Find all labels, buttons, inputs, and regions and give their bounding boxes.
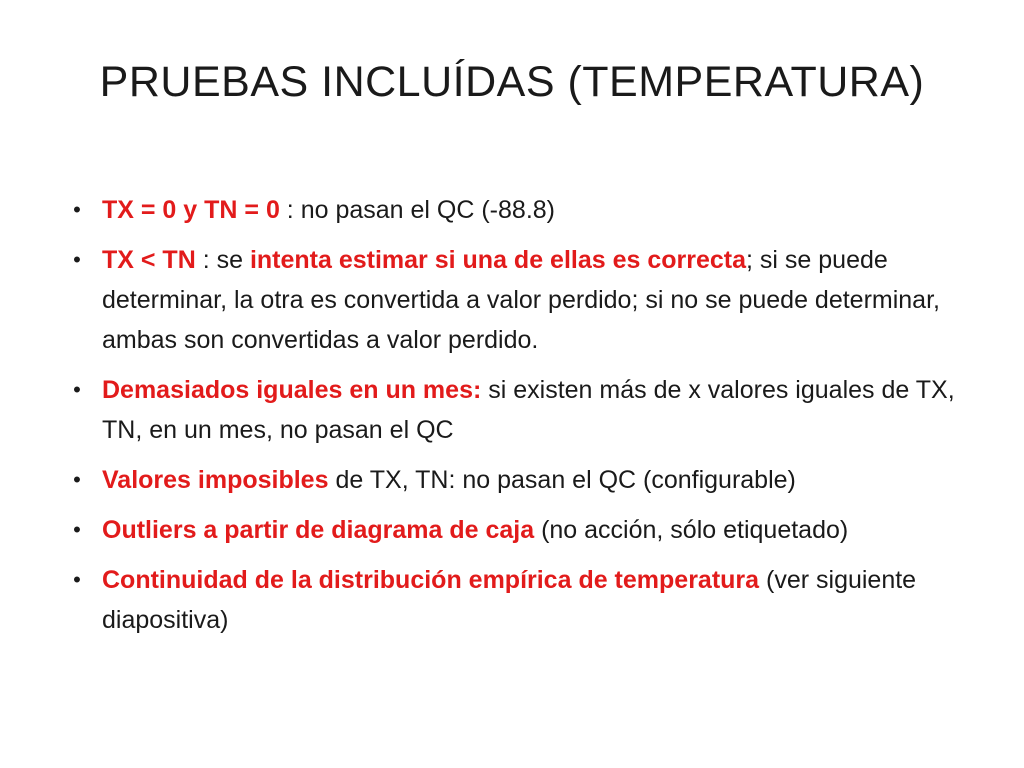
bullet-segment: Continuidad de la distribución empírica de temperatura	[102, 566, 760, 594]
bullet-segment: TX = 0 y TN = 0	[102, 196, 280, 224]
bullet-item	[70, 510, 970, 550]
bullet-segment: Outliers a partir de diagrama de caja	[102, 516, 535, 544]
bullet-segment: Demasiados iguales en un mes:	[102, 376, 482, 404]
bullet-item	[70, 190, 970, 230]
bullet-dot-icon: •	[73, 567, 81, 592]
bullet-segment: TX < TN	[102, 246, 196, 274]
bullet-dot-icon: •	[73, 197, 81, 222]
bullet-segment: : no pasan el QC (-88.8)	[279, 196, 555, 224]
slide-title: PRUEBAS INCLUÍDAS (TEMPERATURA)	[99, 58, 925, 106]
bullet-item	[70, 370, 970, 450]
bullet-segment: : se	[195, 246, 250, 274]
bullet-item	[70, 240, 970, 360]
bullet-segment: (ver siguiente diapositiva)	[102, 566, 917, 634]
bullet-segment: si existen más de x valores iguales de TX, TN, en un mes, no pasan el QC	[102, 376, 955, 444]
bullet-segment: ; si se puede determinar, la otra es convertida a valor perdido; si no se puede determinar, ambas son convertidas a valor perdido.	[102, 246, 940, 354]
bullet-text	[102, 466, 796, 494]
bullet-text	[102, 246, 940, 354]
bullet-dot-icon: •	[73, 247, 81, 272]
bullet-segment: (no acción, sólo etiquetado)	[534, 516, 849, 544]
bullet-list	[70, 190, 970, 650]
bullet-text	[102, 516, 848, 544]
bullet-segment: Valores imposibles	[102, 466, 329, 494]
bullet-text	[102, 376, 955, 444]
bullet-text	[102, 566, 916, 634]
bullet-dot-icon: •	[73, 467, 81, 492]
bullet-text	[102, 196, 555, 224]
bullet-item	[70, 560, 970, 640]
bullet-dot-icon: •	[73, 517, 81, 542]
bullet-segment: de TX, TN: no pasan el QC (configurable)	[328, 466, 796, 494]
bullet-item	[70, 460, 970, 500]
bullet-segment: intenta estimar si una de ellas es correcta	[249, 246, 747, 274]
bullet-dot-icon: •	[73, 377, 81, 402]
